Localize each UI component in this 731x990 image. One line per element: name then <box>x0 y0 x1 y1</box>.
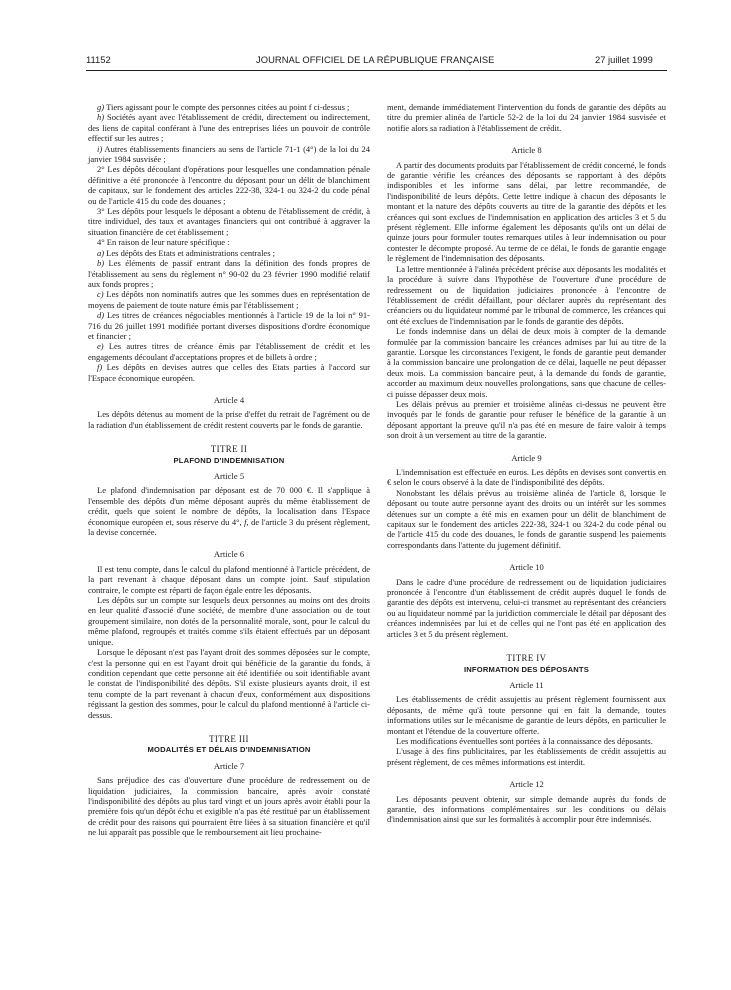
paragraph: Sans préjudice des cas d'ouverture d'une procédure de redressement ou de liquidation judiciaires, la commission bancaire, après avoir constaté l'indisponibilité des dépôts au plus tard vingt et un jours après avoir établi pour la première fois qu'un dépôt échu et exigible n'a pas été restitué par un établissement de crédit pour des raisons qui pourraient être liées à sa situation financière et qu'il ne lui apparaît pas possible que le remboursement ait lieu prochaine- <box>88 775 370 838</box>
paragraph: 4° En raison de leur nature spécifique : <box>97 237 230 248</box>
paragraph: Il est tenu compte, dans le calcul du plafond mentionné à l'article précédent, de la part revenant à chaque déposant dans un compte joint. Sauf stipulation contraire, le compte est réparti de façon égale entre les déposants. <box>88 563 370 595</box>
spacer <box>387 767 666 774</box>
paragraph: b) Les éléments de passif entrant dans la définition des fonds propres de l'établissement au sens du règlement n° 90-02 du 23 février 1990 modifié relatif aux fonds propres ; <box>88 258 370 289</box>
paragraph: La lettre mentionnée à l'alinéa précédent précise aux déposants les modalités et la procédure à suivre dans l'hypothèse de l'ouverture d'une procédure de redressement ou de liquidation judiciaires prononcée à l'encontre de l'établissement de crédit défaillant, pour déclarer auprès du représentant des créanciers ou du liquidateur nommé par le tribunal de commerce, les créances qui ont été exclues de l'indemnisation par le fonds de garantie des dépôts. <box>387 263 666 326</box>
article-heading: Article 7 <box>213 760 245 771</box>
paragraph: Les établissements de crédit assujettis au présent règlement fournissent aux déposants, de même qu'à toute personne qui en fait la demande, toutes informations utiles sur le mécanisme de garantie de leurs dépôts, en particulier le montant et l'étendue de la couverture offerte. <box>387 694 666 736</box>
article-heading: Article 12 <box>509 779 544 790</box>
article-heading: Article 6 <box>213 549 245 560</box>
spacer <box>387 550 666 557</box>
article-heading: Article 9 <box>511 452 542 463</box>
paragraph: g) Tiers agissant pour le compte des personnes citées au point f ci-dessus ; <box>97 102 350 112</box>
titre-subtitle: INFORMATION DES DÉPOSANTS <box>463 664 590 674</box>
issue-date: 27 juillet 1999 <box>595 54 653 65</box>
paragraph: f) Les dépôts en devises autres que celles des Etats parties à l'accord sur l'Espace économique européen. <box>88 362 370 383</box>
article-heading: Article 5 <box>213 471 245 481</box>
paragraph: Lorsque le déposant n'est pas l'ayant droit des sommes déposées sur le compte, c'est la personne qui en est l'ayant droit qui bénéficie de la garantie du fonds, à condition cependant que cette personne ait été identifiée ou soit identifiable avant le constat de l'indisponibilité des dépôts. S'il existe plusieurs ayants droit, il est tenu compte de la part revenant à chacun d'eux, conformément aux dispositions régissant la gestion des sommes, pour le calcul du plafond mentionné à l'article ci-dessus. <box>88 647 370 720</box>
left-column <box>88 102 370 838</box>
spacer <box>88 537 370 544</box>
paragraph: a) Les dépôts des Etats et administrations centrales ; <box>97 247 275 258</box>
spacer <box>387 639 666 646</box>
article-heading: Article 8 <box>511 145 542 156</box>
page-number: 11152 <box>86 54 111 65</box>
article-heading: Article 4 <box>213 394 245 405</box>
paragraph: h) Sociétés ayant avec l'établissement de crédit, directement ou indirectement, des liens de capital conférant à l'une des entreprises liées un pouvoir de contrôle effectif sur les autres ; <box>88 112 370 144</box>
paragraph: Le fonds indemnise dans un délai de deux mois à compter de la demande formulée par la commission bancaire les créances admises par lui au titre de la garantie. Lorsque les circonstances l'exigent, le fonds de garantie peut demander à la commission bancaire une prolongation de ce délai, laquelle ne peut dépasser deux mois. La commission bancaire peut, à la demande du fonds de garantie, accorder au maximum deux nouvelles prolongations, sans que chacune de celles-ci puisse dépasser deux mois. <box>387 326 666 399</box>
article-heading: Article 10 <box>509 562 544 573</box>
spacer <box>387 133 666 140</box>
paragraph: Nonobstant les délais prévus au troisième alinéa de l'article 8, lorsque le déposant ou toute autre personne ayant des droits ou un intérêt sur les sommes détenues sur un compte a été mis en examen pour un délit de blanchiment de capitaux sur le fondement des articles 222-38, 324-1 ou 324-2 du code pénal ou de l'article 415 du code des douanes, le fonds de garantie suspend les paiements correspondants dans l'attente du jugement définitif. <box>387 487 666 550</box>
article-heading: Article 11 <box>509 679 544 690</box>
paragraph: 2° Les dépôts découlant d'opérations pour lesquelles une condamnation pénale définitive a été prononcée à l'encontre du déposant pour un délit de blanchiment de capitaux, sur le fondement des articles 222-38, 324-1 ou 324-2 du code pénal ou de l'article 415 du code des douanes ; <box>88 164 370 206</box>
paragraph: c) Les dépôts non nominatifs autres que les sommes dues en représentation de moyens de paiement de toute nature émis par l'établissement ; <box>88 289 370 310</box>
paragraph: d) Les titres de créances négociables mentionnés à l'article 19 de la loi n° 91-716 du 26 juillet 1991 modifiée portant diverses dispositions d'ordre économique et financier ; <box>88 310 370 341</box>
paragraph: L'usage à des fins publicitaires, par les établissements de crédit assujettis au présent règlement, de ces mêmes informations est interdit. <box>387 746 666 767</box>
paragraph: Dans le cadre d'une procédure de redressement ou de liquidation judiciaires prononcée à l'encontre d'un établissement de crédit auprès duquel le fonds de garantie des dépôts est intervenu, celui-ci transmet au représentant des créanciers ou au liquidateur nommé par la juridiction commerciale le détail par déposant des créances indemnisées par lui et de celles qui ne l'ont pas été en application des articles 3 et 5 du présent règlement. <box>387 576 666 639</box>
paragraph: L'indemnisation est effectuée en euros. Les dépôts en devises sont convertis en € selon le cours observé à la date de l'indisponibilité des dépôts. <box>387 467 666 488</box>
titre-heading: TITRE II <box>210 444 248 455</box>
paragraph: Le plafond d'indemnisation par déposant est de 70 000 €. Il s'applique à l'ensemble des dépôts d'un même déposant auprès du même établissement de crédit, quels que soient le nombre de dépôts, la localisation dans l'Espace économique européen et, sous réserve du 4°, f, de l'article 3 du présent règlement, la devise concernée. <box>88 485 370 538</box>
paragraph: Les modifications éventuelles sont portées à la connaissance des déposants. <box>396 735 653 746</box>
right-column <box>387 102 666 825</box>
spacer <box>88 430 370 437</box>
paragraph: Les délais prévus au premier et troisième alinéas ci-dessus ne peuvent être invoqués par le fonds de garantie pour refuser le bénéfice de la garantie à un déposant apportant la preuve qu'il n'a pas été en mesure de faire valoir à temps son droit à un versement au titre de la garantie. <box>387 398 666 441</box>
titre-heading: TITRE IV <box>506 653 547 664</box>
spacer <box>88 383 370 390</box>
paragraph: A partir des documents produits par l'établissement de crédit concerné, le fonds de garantie vérifie les créances des déposants se rapportant à des dépôts indisponibles et les informe sans délai, par lettre recommandée, de l'indisponibilité de leurs dépôts. Cette lettre indique à chacun des déposants le montant et la nature des dépôts couverts au titre de la garantie des dépôts et les créances qui sont exclues de l'indemnisation en application des articles 3 et 5 du présent règlement. Elle informe également les déposants qu'ils ont un délai de quinze jours pour formuler toutes remarques utiles à leur indemnisation ou pour contester le décompte proposé. Au terme de ce délai, le fonds de garantie engage le règlement de l'indemnisation des déposants. <box>387 159 666 264</box>
header-rule <box>86 70 667 71</box>
spacer <box>88 720 370 727</box>
paragraph: e) Les autres titres de créance émis par l'établissement de crédit et les engagements découlant d'acceptations propres et de billets à ordre ; <box>88 341 370 362</box>
paragraph: Les dépôts détenus au moment de la prise d'effet du retrait de l'agrément ou de la radiation d'un établissement de crédit restent couverts par le fonds de garantie. <box>88 409 370 430</box>
titre-heading: TITRE III <box>209 733 249 744</box>
paragraph: Les déposants peuvent obtenir, sur simple demande auprès du fonds de garantie, des informations complémentaires sur les conditions ou délais d'indemnisation ainsi que sur les formalités à accomplir pour être indemnisés. <box>387 793 666 825</box>
paragraph: ment, demande immédiatement l'intervention du fonds de garantie des dépôts au titre du premier alinéa de l'article 52-2 de la loi du 24 janvier 1984 susvisée et notifie alors sa radiation à l'établissement de crédit. <box>387 102 666 133</box>
spacer <box>387 441 666 448</box>
titre-subtitle: PLAFOND D'INDEMNISATION <box>173 455 285 465</box>
paragraph: i) Autres établissements financiers au sens de l'article 71-1 (4°) de la loi du 24 janvier 1984 susvisée ; <box>88 143 370 165</box>
journal-title: JOURNAL OFFICIEL DE LA RÉPUBLIQUE FRANÇAISE <box>256 54 495 65</box>
paragraph: Les dépôts sur un compte sur lesquels deux personnes au moins ont des droits en leur qualité d'associé d'une société, de membre d'une association ou de tout groupement similaire, non dotés de la personnalité morale, sont, pour le calcul du même plafond, regroupés et traités comme s'ils étaient effectués par un déposant unique. <box>88 595 370 647</box>
paragraph: 3° Les dépôts pour lesquels le déposant a obtenu de l'établissement de crédit, à titre individuel, des taux et avantages financiers qui ont contribué à aggraver la situation financière de cet établissement ; <box>88 206 370 237</box>
titre-subtitle: MODALITÉS ET DÉLAIS D'INDEMNISATION <box>147 745 311 755</box>
